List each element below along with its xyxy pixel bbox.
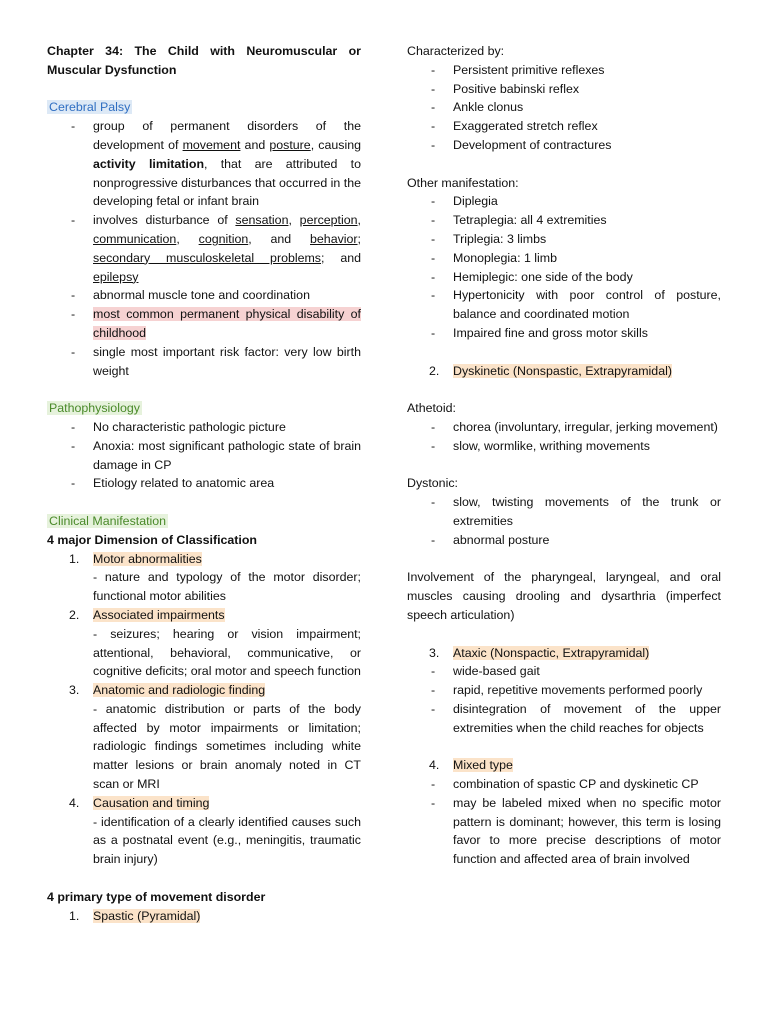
dystonic-item: - slow, twisting movements of the trunk or extremities [407, 493, 721, 531]
dyskinetic-type-item: 2. Dyskinetic (Nonspastic, Extrapyramidal) [429, 363, 672, 378]
ataxic-item: - disintegration of movement of the upper extremities when the child reaches for objects [407, 700, 721, 738]
cp-risk-item: - single most important risk factor: very low birth weight [47, 343, 361, 381]
athetoid-item: - slow, wormlike, writhing movements [407, 437, 721, 456]
other-item: - Tetraplegia: all 4 extremities [407, 211, 721, 230]
other-item: - Impaired fine and gross motor skills [407, 324, 721, 343]
characterized-item: - Development of contractures [407, 136, 721, 155]
chapter-title: Chapter 34: The Child with Neuromuscular or Muscular Dysfunction [47, 44, 361, 77]
ataxic-item: - rapid, repetitive movements performed poorly [407, 681, 721, 700]
dimension-item: 4. Causation and timing [69, 795, 210, 810]
dimension-description: - seizures; hearing or vision impairment; attentional, behavioral, communicative, or cognitive deficits; oral motor and speech function [93, 626, 361, 679]
ataxic-type-item: 3. Ataxic (Nonspactic, Extrapyramidal) [429, 645, 650, 660]
dimension-description: - identification of a clearly identified causes such as a postnatal event (e.g., meningitis, traumatic brain injury) [93, 814, 361, 867]
other-item: - Diplegia [407, 192, 721, 211]
cp-definition-item: - group of permanent disorders of the development of movement and posture, causing activity limitation, that are attributed to nonprogressive disturbances that occurred in the developing fetal or infant brain [47, 117, 361, 211]
cp-involves-item: - involves disturbance of sensation, perception, communication, cognition, and behavior; secondary musculoskeletal problems; and epilepsy [47, 211, 361, 286]
spastic-type-item: 1. Spastic (Pyramidal) [69, 908, 201, 923]
characterized-item: - Ankle clonus [407, 98, 721, 117]
dimension-description: - nature and typology of the motor disorder; functional motor abilities [93, 570, 361, 604]
left-column [47, 42, 361, 925]
other-item: - Hemiplegic: one side of the body [407, 268, 721, 287]
dystonic-item: - abnormal posture [407, 531, 721, 550]
characterized-item: - Positive babinski reflex [407, 80, 721, 99]
patho-item: - Anoxia: most significant pathologic state of brain damage in CP [47, 437, 361, 475]
dimension-heading: 4 major Dimension of Classification [47, 532, 257, 547]
dimension-item: 1. Motor abnormalities [69, 551, 202, 566]
mixed-item: - combination of spastic CP and dyskinetic CP [407, 775, 721, 794]
mixed-item: - may be labeled mixed when no specific motor pattern is dominant; however, this term is losing favor to more precise descriptions of motor function and affected area of brain involved [407, 794, 721, 869]
patho-item: - No characteristic pathologic picture [47, 418, 361, 437]
ataxic-item: - wide-based gait [407, 662, 721, 681]
other-item: - Triplegia: 3 limbs [407, 230, 721, 249]
other-item: - Monoplegia: 1 limb [407, 249, 721, 268]
athetoid-heading: Athetoid: [407, 401, 456, 416]
dimension-item: 3. Anatomic and radiologic finding [69, 683, 266, 698]
involvement-paragraph: Involvement of the pharyngeal, laryngeal, and oral muscles causing drooling and dysarthria (imperfect speech articulation) [407, 570, 721, 622]
other-item: - Hypertonicity with poor control of posture, balance and coordinated motion [407, 286, 721, 324]
cp-common-item: - most common permanent physical disability of childhood [47, 305, 361, 343]
patho-item: - Etiology related to anatomic area [47, 474, 361, 493]
characterized-heading: Characterized by: [407, 44, 505, 58]
other-manifestation-heading: Other manifestation: [407, 175, 519, 190]
cerebral-palsy-heading: Cerebral Palsy [49, 100, 131, 115]
dimension-description: - anatomic distribution or parts of the body affected by motor impairments or limitation; radiologic findings sometimes including white matter lesions or brain anomaly noted in CT scan or MRI [93, 701, 361, 792]
characterized-item: - Exaggerated stretch reflex [407, 117, 721, 136]
clinical-manifestation-heading: Clinical Manifestation [49, 513, 167, 528]
mixed-type-item: 4. Mixed type [429, 758, 513, 773]
right-column [407, 42, 721, 869]
movement-disorder-heading: 4 primary type of movement disorder [47, 889, 266, 904]
dystonic-heading: Dystonic: [407, 476, 458, 491]
athetoid-item: - chorea (involuntary, irregular, jerking movement) [407, 418, 721, 437]
cp-tone-item: - abnormal muscle tone and coordination [47, 286, 361, 305]
dimension-item: 2. Associated impairments [69, 607, 225, 622]
pathophysiology-heading: Pathophysiology [49, 401, 140, 416]
characterized-item: - Persistent primitive reflexes [407, 61, 721, 80]
